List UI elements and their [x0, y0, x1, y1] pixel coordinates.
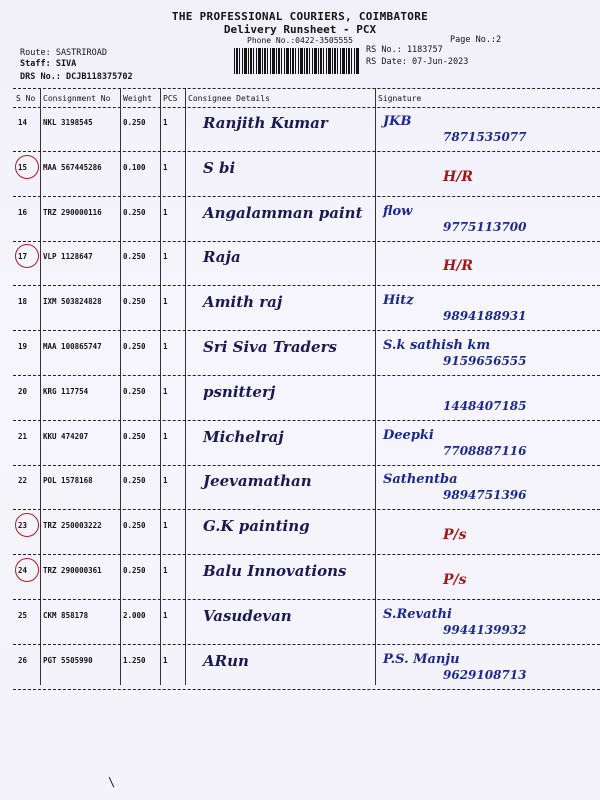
row-consignment: IXM 503824828 — [43, 297, 102, 307]
row-signature: Sathentba — [383, 472, 458, 488]
row-sno: 26 — [18, 655, 28, 665]
row-sno: 23 — [18, 521, 28, 531]
row-pcs: 1 — [163, 297, 168, 307]
header-rule-bottom — [13, 107, 600, 108]
table-row — [13, 424, 600, 469]
row-consignment: TRZ 290000361 — [43, 566, 102, 575]
row-divider — [13, 465, 600, 466]
row-signature-note: 1448407185 — [443, 398, 527, 413]
row-pcs: 1 — [163, 207, 168, 217]
row-consignment: KKU 474207 — [43, 431, 89, 441]
row-sno: 21 — [18, 431, 28, 441]
row-divider — [13, 241, 600, 242]
row-signature-note: 9629108713 — [443, 667, 527, 682]
row-signature: JKB — [383, 114, 412, 129]
row-consignee: Angalamman paint — [203, 203, 363, 222]
col-consignment: Consignment No — [43, 94, 111, 103]
row-consignee: Raja — [203, 248, 241, 267]
row-weight: 0.100 — [123, 162, 146, 172]
table-row — [13, 379, 600, 424]
col-weight: Weight — [123, 94, 152, 103]
col-signature: Signature — [378, 94, 422, 103]
row-consignment: NKL 3198545 — [43, 118, 93, 127]
row-sno: 15 — [18, 162, 28, 172]
row-weight: 0.250 — [123, 342, 146, 351]
row-weight: 0.250 — [123, 252, 146, 262]
col-sno: S No — [16, 94, 36, 103]
row-signature-note: P/s — [443, 572, 467, 588]
row-consignee: Ranjith Kumar — [203, 114, 328, 132]
row-weight: 0.250 — [123, 566, 146, 575]
table-row — [13, 603, 600, 648]
row-consignee: Amith raj — [203, 293, 283, 312]
company-name: THE PROFESSIONAL COURIERS, COIMBATORE — [171, 10, 429, 23]
row-pcs: 1 — [163, 476, 168, 486]
row-consignment: KRG 117754 — [43, 386, 89, 396]
row-sno: 25 — [18, 610, 28, 620]
row-divider — [13, 420, 600, 421]
row-pcs: 1 — [163, 521, 168, 531]
document-title: Delivery Runsheet - PCX — [223, 23, 377, 36]
row-pcs: 1 — [163, 118, 168, 127]
table-row — [13, 513, 600, 558]
row-sno: 16 — [18, 207, 28, 217]
staff: Staff: SIVA — [20, 59, 77, 69]
row-divider — [13, 151, 600, 152]
row-sno: 17 — [18, 252, 28, 262]
table-row — [13, 244, 600, 289]
row-pcs: 1 — [163, 162, 168, 172]
row-signature-note: 9944139932 — [443, 622, 527, 637]
row-consignee: ARun — [203, 651, 249, 670]
row-signature: Deepki — [383, 427, 434, 443]
row-signature: Hitz — [383, 293, 414, 309]
rs-date: RS Date: 07-Jun-2023 — [366, 57, 469, 67]
row-sno: 14 — [18, 118, 28, 127]
row-sno: 22 — [18, 476, 28, 486]
row-signature: S.Revathi — [383, 606, 452, 622]
rs-number: RS No.: 1183757 — [366, 45, 443, 55]
table-row — [13, 648, 600, 693]
row-pcs: 1 — [163, 431, 168, 441]
table-row — [13, 200, 600, 245]
col-consignee: Consignee Details — [188, 94, 270, 103]
row-consignment: MAA 100865747 — [43, 342, 102, 351]
row-sno: 20 — [18, 386, 28, 396]
row-signature-note: 9894188931 — [443, 309, 527, 324]
row-signature-note: 7708887116 — [443, 443, 527, 458]
row-signature-note: H/R — [443, 258, 473, 275]
table-row — [13, 155, 600, 200]
row-signature-note: P/s — [443, 527, 467, 544]
row-pcs: 1 — [163, 386, 168, 396]
row-consignee: Balu Innovations — [203, 562, 347, 580]
row-consignee: Vasudevan — [203, 606, 292, 625]
row-signature-note: 9894751396 — [443, 488, 527, 503]
row-weight: 0.250 — [123, 297, 146, 307]
row-consignment: VLP 1128647 — [43, 252, 93, 262]
row-consignee: Michelraj — [203, 427, 284, 446]
row-signature: S.k sathish km — [383, 338, 491, 353]
table-row — [13, 289, 600, 334]
row-weight: 0.250 — [123, 431, 146, 441]
table-row — [13, 558, 600, 603]
row-pcs: 1 — [163, 252, 168, 262]
row-divider — [13, 689, 600, 690]
row-consignment: TRZ 290000116 — [43, 207, 102, 217]
row-signature: flow — [383, 203, 413, 219]
row-consignee: Jeevamathan — [203, 472, 312, 491]
drs-number: DRS No.: DCJB118375702 — [20, 72, 133, 82]
row-divider — [13, 375, 600, 376]
row-weight: 2.000 — [123, 610, 146, 620]
row-weight: 0.250 — [123, 521, 146, 531]
row-weight: 0.250 — [123, 118, 146, 127]
row-pcs: 1 — [163, 566, 168, 575]
table-row — [13, 110, 600, 155]
row-signature-note: 7871535077 — [443, 130, 527, 144]
row-consignment: MAA 567445286 — [43, 162, 102, 172]
row-consignee: Sri Siva Traders — [203, 338, 337, 356]
row-signature-note: 9159656555 — [443, 354, 527, 368]
row-signature: P.S. Manju — [383, 651, 460, 667]
page-number: Page No.:2 — [450, 35, 502, 45]
row-sno: 24 — [18, 566, 28, 575]
row-consignment: CKM 858178 — [43, 610, 89, 620]
row-consignee: S bi — [203, 158, 236, 177]
row-divider — [13, 644, 600, 645]
col-pcs: PCS — [163, 94, 178, 103]
table-row — [13, 468, 600, 513]
barcode — [234, 48, 360, 74]
row-weight: 0.250 — [123, 386, 146, 396]
row-consignment: PGT 5505990 — [43, 655, 93, 665]
row-consignment: TRZ 250003222 — [43, 521, 102, 531]
row-signature-note: 9775113700 — [443, 219, 527, 234]
pen-mark: \ — [108, 775, 116, 789]
table-header — [13, 88, 600, 108]
row-divider — [13, 599, 600, 600]
row-pcs: 1 — [163, 655, 168, 665]
row-sno: 19 — [18, 342, 28, 351]
row-divider — [13, 330, 600, 331]
row-divider — [13, 196, 600, 197]
row-sno: 18 — [18, 297, 28, 307]
row-consignee: psnitterj — [203, 382, 276, 401]
row-consignment: POL 1578168 — [43, 476, 93, 486]
row-weight: 0.250 — [123, 207, 146, 217]
row-pcs: 1 — [163, 610, 168, 620]
row-pcs: 1 — [163, 342, 168, 351]
table-row — [13, 334, 600, 379]
row-consignee: G.K painting — [203, 517, 310, 536]
row-divider — [13, 285, 600, 286]
row-divider — [13, 509, 600, 510]
row-weight: 1.250 — [123, 655, 146, 665]
route: Route: SASTRIROAD — [20, 48, 107, 58]
phone-number: Phone No.:0422-3505555 — [247, 36, 353, 45]
row-weight: 0.250 — [123, 476, 146, 486]
row-signature-note: H/R — [443, 168, 473, 185]
row-divider — [13, 554, 600, 555]
